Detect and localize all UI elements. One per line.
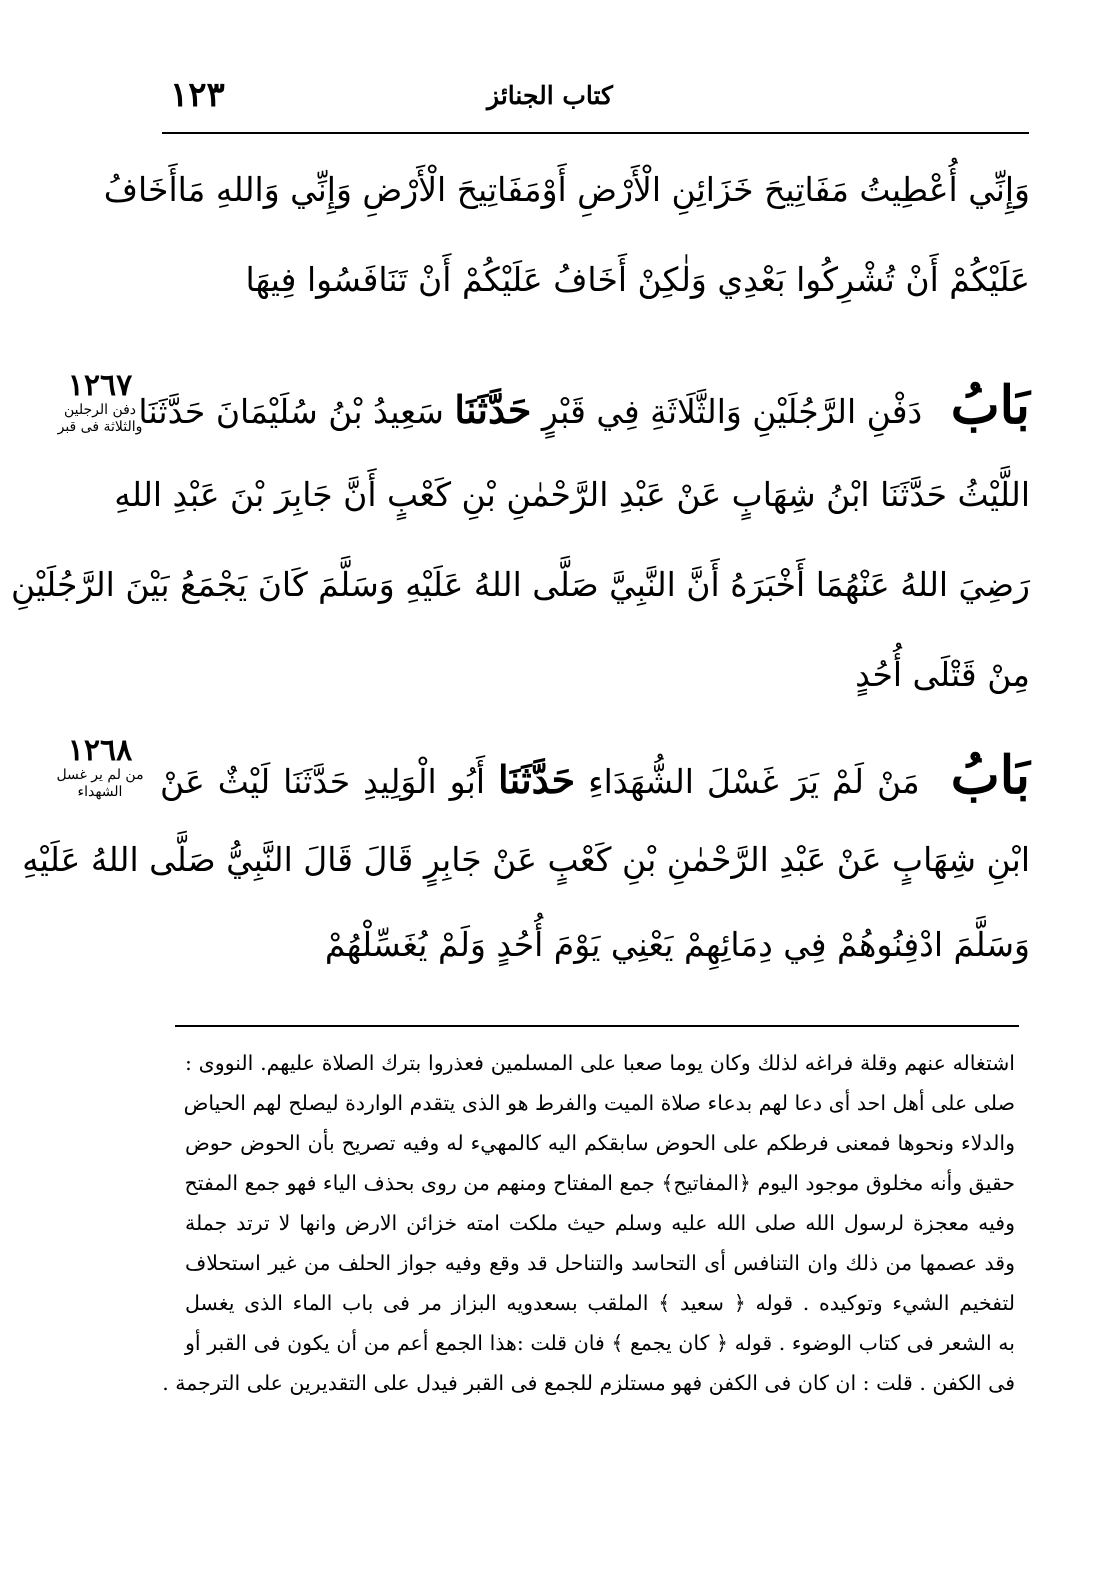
bab-title: دَفْنِ الرَّجُلَيْنِ وَالثَّلَاثَةِ فِي قَبْرٍ xyxy=(541,392,923,431)
text-line: عَلَيْكُمْ أَنْ تُشْرِكُوا بَعْدِي وَلٰكِنْ أَخَافُ عَلَيْكُمْ أَنْ تَنَافَسُوا فِيهَا xyxy=(245,260,1030,299)
margin-note-1268 xyxy=(50,735,150,801)
margin-caption: دفن الرجلين والثلاثة فى قبر xyxy=(57,402,143,435)
hadith-number: ١٢٦٨ xyxy=(67,733,133,768)
commentary-line: فى الكفن . قلت : ان كان فى الكفن فهو مستلزم للجمع فى القبر فيدل على التقديرين على الترجمة . xyxy=(162,1371,1015,1395)
section-heading-line xyxy=(138,375,1030,436)
margin-note-1267 xyxy=(50,370,150,436)
text-line: مِنْ قَتْلَى أُحُدٍ xyxy=(855,655,1030,694)
haddathana-mark: حَدَّثَنَا xyxy=(454,387,532,432)
page-header xyxy=(0,75,1108,131)
footnote-rule xyxy=(175,1025,1019,1027)
bab-label: بَابُ xyxy=(950,745,1031,806)
commentary-line: وفيه معجزة لرسول الله صلى الله عليه وسلم حيث ملكت امته خزائن الارض وانها لا ترتد جملة xyxy=(185,1211,1015,1235)
commentary-footnote xyxy=(162,1043,1015,1403)
commentary-line: به الشعر فى كتاب الوضوء . قوله ﴿ كان يجمع ﴾ فان قلت :هذا الجمع أعم من أن يكون فى القبر أو xyxy=(185,1331,1015,1355)
commentary-line: صلى على أهل احد أى دعا لهم بدعاء صلاة الميت والفرط هو الذى يتقدم الواردة ليصلح لهم الحياض xyxy=(183,1091,1015,1115)
haddathana-mark: حَدَّثَنَا xyxy=(498,757,576,802)
header-rule xyxy=(162,132,1029,134)
text-line: وَسَلَّمَ ادْفِنُوهُمْ فِي دِمَائِهِمْ يَعْنِي يَوْمَ أُحُدٍ وَلَمْ يُغَسِّلْهُمْ xyxy=(324,925,1030,964)
commentary-line: لتفخيم الشيء وتوكيده . قوله ﴿ سعيد ﴾ الملقب بسعدويه البزاز مر فى باب الماء الذى يغسل xyxy=(185,1291,1015,1315)
bab-label: بَابُ xyxy=(950,375,1030,436)
text-line: رَضِيَ اللهُ عَنْهُمَا أَخْبَرَهُ أَنَّ النَّبِيَّ صَلَّى اللهُ عَلَيْهِ وَسَلَّمَ كَانَ يَجْمَعُ بَيْنَ الرَّجُلَيْنِ xyxy=(11,565,1030,604)
hadith-number: ١٢٦٧ xyxy=(67,368,133,403)
book-title: كتاب الجنائز xyxy=(487,81,613,110)
page-number: ١٢٣ xyxy=(170,75,225,115)
commentary-line: وقد عصمها من ذلك وان التنافس أى التحاسد والتناحل قد وقع وفيه جواز الحلف من غير استحلاف xyxy=(185,1251,1015,1275)
commentary-line: اشتغاله عنهم وقلة فراغه لذلك وكان يوما صعبا على المسلمين فعذروا بترك الصلاة عليهم. النووى : xyxy=(185,1051,1015,1075)
bab-title: مَنْ لَمْ يَرَ غَسْلَ الشُّهَدَاءِ xyxy=(588,762,920,801)
narrator-text: أَبُو الْوَلِيدِ حَدَّثَنَا لَيْثٌ عَنْ xyxy=(160,762,486,801)
narrator-text: سَعِيدُ بْنُ سُلَيْمَانَ حَدَّثَنَا xyxy=(138,392,444,431)
commentary-line: والدلاء ونحوها فمعنى فرطكم على الحوض سابقكم اليه كالمهيء له وفيه تصريح بأن الحوض حوض xyxy=(185,1131,1015,1155)
section-heading-line xyxy=(160,745,1030,806)
margin-caption: من لم ير غسل الشهداء xyxy=(56,767,144,800)
text-line: اللَّيْثُ حَدَّثَنَا ابْنُ شِهَابٍ عَنْ عَبْدِ الرَّحْمٰنِ بْنِ كَعْبٍ أَنَّ جَابِرَ بْنَ عَبْدِ اللهِ xyxy=(114,475,1030,514)
text-line: ابْنِ شِهَابٍ عَنْ عَبْدِ الرَّحْمٰنِ بْنِ كَعْبٍ عَنْ جَابِرٍ قَالَ قَالَ النَّبِيُّ صَلَّى اللهُ عَلَيْهِ xyxy=(22,840,1030,879)
commentary-line: حقيق وأنه مخلوق موجود اليوم ﴿المفاتيح﴾ جمع المفتاح ومنهم من روى بحذف الياء فهو جمع المفتح xyxy=(184,1171,1015,1195)
text-line: وَإِنِّي أُعْطِيتُ مَفَاتِيحَ خَزَائِنِ الْأَرْضِ أَوْمَفَاتِيحَ الْأَرْضِ وَإِنِّي وَاللهِ مَاأَخَافُ xyxy=(103,170,1030,209)
